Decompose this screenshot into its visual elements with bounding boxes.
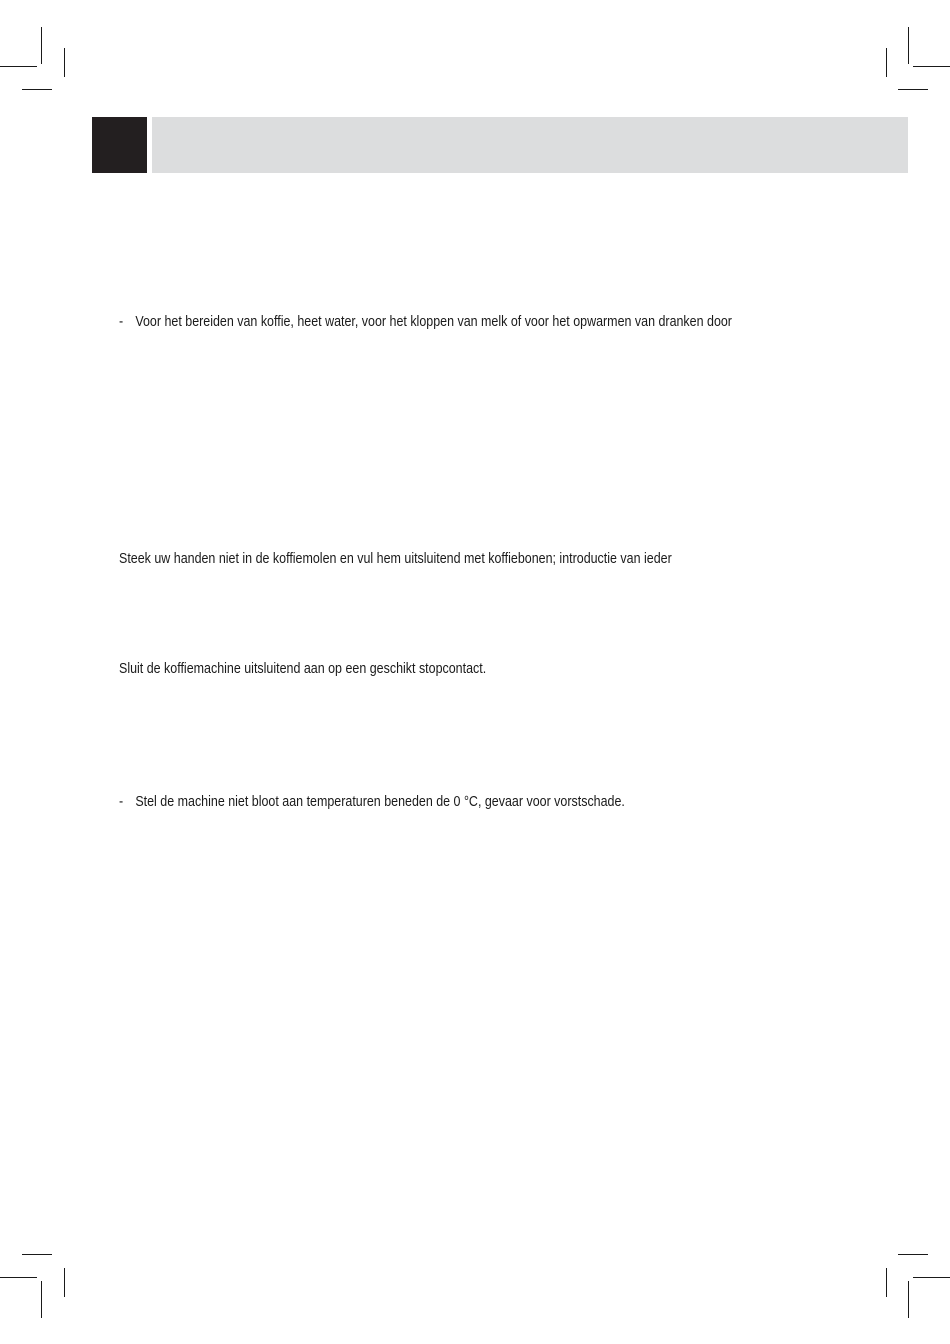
crop-mark xyxy=(913,1277,950,1278)
crop-mark xyxy=(41,27,42,64)
crop-mark xyxy=(64,48,65,77)
paragraph-text: Voor het bereiden van koffie, heet water, voor het kloppen van melk of voor het opwarmen van dranken door xyxy=(135,314,732,330)
bullet-dash: - xyxy=(119,794,124,810)
crop-mark xyxy=(886,1268,887,1297)
paragraph xyxy=(119,550,672,568)
bullet-dash: - xyxy=(119,314,124,330)
section-header-bar xyxy=(152,117,908,173)
crop-mark xyxy=(22,1254,52,1255)
crop-mark xyxy=(22,89,52,90)
crop-mark xyxy=(0,66,37,67)
crop-mark xyxy=(898,89,928,90)
bullet-paragraph xyxy=(119,793,625,811)
crop-mark xyxy=(0,1277,37,1278)
crop-mark xyxy=(886,48,887,77)
crop-mark xyxy=(41,1281,42,1318)
crop-mark xyxy=(898,1254,928,1255)
paragraph xyxy=(119,660,486,678)
paragraph-text: Stel de machine niet bloot aan temperaturen beneden de 0 °C, gevaar voor vorstschade. xyxy=(135,794,625,810)
bullet-paragraph xyxy=(119,313,732,331)
crop-mark xyxy=(908,1281,909,1318)
crop-mark xyxy=(64,1268,65,1297)
crop-mark xyxy=(913,66,950,67)
crop-mark xyxy=(908,27,909,64)
paragraph-text: Sluit de koffiemachine uitsluitend aan op een geschikt stopcontact. xyxy=(119,661,487,677)
section-marker-block xyxy=(92,117,147,173)
paragraph-text: Steek uw handen niet in de koffiemolen en vul hem uitsluitend met koffiebonen; introductie van ieder xyxy=(119,551,672,567)
